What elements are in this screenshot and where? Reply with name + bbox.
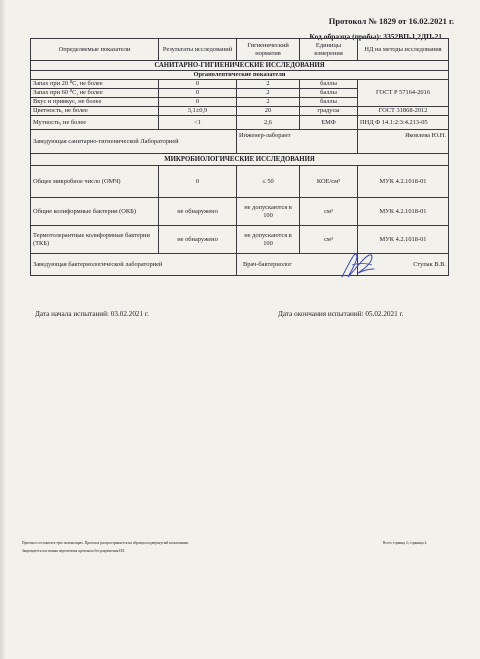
sample-code: Код образца (пробы): 3352ВП-1,2ДП-21 bbox=[309, 32, 442, 41]
result-value: <1 bbox=[159, 116, 237, 130]
unit-value: см³ bbox=[300, 198, 358, 226]
table-row bbox=[31, 226, 449, 254]
col-method: НД на методы исследования bbox=[358, 39, 449, 61]
result-value: не обнаружено bbox=[159, 226, 237, 254]
signature-role: Врач-бактериолог bbox=[237, 254, 358, 276]
test-end-date: Дата окончания испытаний: 05.02.2021 г. bbox=[278, 310, 404, 318]
unit-value: см³ bbox=[300, 226, 358, 254]
indicator-name: Вкус и привкус, не более bbox=[31, 98, 159, 107]
signature-position: Заведующая санитарно-гигиенической Лабораторией bbox=[31, 130, 237, 154]
method-value: МУК 4.2.1018-01 bbox=[358, 166, 449, 198]
scan-edge-shadow bbox=[0, 0, 6, 659]
indicator-name: Запах при 20 ⁰С, не более bbox=[31, 80, 159, 89]
norm-value: ≤ 50 bbox=[237, 166, 300, 198]
norm-value: 2 bbox=[237, 89, 300, 98]
method-value: ГОСТ Р 57164-2016 bbox=[358, 80, 449, 107]
col-indicator: Определяемые показатели bbox=[31, 39, 159, 61]
signature-role: Инженер-лаборант bbox=[237, 130, 358, 154]
indicator-name: Цветность, не более bbox=[31, 107, 159, 116]
unit-value: баллы bbox=[300, 80, 358, 89]
section-title-row bbox=[31, 154, 449, 166]
protocol-title: Протокол № 1829 от 16.02.2021 г. bbox=[328, 16, 454, 26]
norm-value: 20 bbox=[237, 107, 300, 116]
col-norm: Гигиенический норматив bbox=[237, 39, 300, 61]
indicator-name: Запах при 60 ⁰С, не более bbox=[31, 89, 159, 98]
norm-value: 2 bbox=[237, 80, 300, 89]
unit-value: баллы bbox=[300, 98, 358, 107]
signature-name: Яковлева Ю.Н. bbox=[358, 130, 449, 154]
col-result: Результаты исследований bbox=[159, 39, 237, 61]
results-table bbox=[30, 38, 449, 276]
signature-position: Заведующая бактериологической лабораторией bbox=[31, 254, 237, 276]
method-value: ПНД Ф 14.1:2:3:4.213-05 bbox=[358, 116, 449, 130]
footer-note-2: Запрещается частичная перепечатка протокола без разрешения ИЛ. bbox=[22, 549, 126, 553]
footer-note-1: Протокол составлен в трех экземплярах. Протокол распространяется на образцы подвергнутый испытаниям. bbox=[22, 541, 189, 545]
result-value: 0 bbox=[159, 166, 237, 198]
result-value: не обнаружено bbox=[159, 198, 237, 226]
section1-title: САНИТАРНО-ГИГИЕНИЧЕСКИЕ ИССЛЕДОВАНИЯ bbox=[31, 61, 449, 71]
table-row bbox=[31, 116, 449, 130]
norm-value: не допускаются в 100 bbox=[237, 226, 300, 254]
unit-value: баллы bbox=[300, 89, 358, 98]
handwritten-signature bbox=[338, 251, 378, 281]
table-row bbox=[31, 166, 449, 198]
method-value: МУК 4.2.1018-01 bbox=[358, 198, 449, 226]
signature-row bbox=[31, 254, 449, 276]
method-value: МУК 4.2.1018-01 bbox=[358, 226, 449, 254]
indicator-name: Мутность, не более bbox=[31, 116, 159, 130]
section1-subtitle: Органолептические показатели bbox=[31, 71, 449, 80]
result-value: 0 bbox=[159, 80, 237, 89]
table-row bbox=[31, 107, 449, 116]
method-value: ГОСТ 31868-2012 bbox=[358, 107, 449, 116]
result-value: 0 bbox=[159, 89, 237, 98]
section-subtitle-row bbox=[31, 71, 449, 80]
indicator-name: Термотолерантные колиформные бактерии (ТКБ) bbox=[31, 226, 159, 254]
indicator-name: Общие колиформные бактерии (ОКБ) bbox=[31, 198, 159, 226]
unit-value: КОЕ/см³ bbox=[300, 166, 358, 198]
norm-value: 2 bbox=[237, 98, 300, 107]
footer-page-count: Всего страниц 2; страница 2. bbox=[383, 541, 428, 545]
col-unit: Единицы измерения bbox=[300, 39, 358, 61]
indicator-name: Общее микробное число (ОМЧ) bbox=[31, 166, 159, 198]
test-start-date: Дата начала испытаний: 03.02.2021 г. bbox=[35, 310, 149, 318]
signature-name: Ступак В.В. bbox=[358, 254, 449, 276]
unit-value: градусы bbox=[300, 107, 358, 116]
unit-value: ЕМФ bbox=[300, 116, 358, 130]
table-row bbox=[31, 80, 449, 89]
norm-value: 2,6 bbox=[237, 116, 300, 130]
section2-title: МИКРОБИОЛОГИЧЕСКИЕ ИССЛЕДОВАНИЯ bbox=[31, 154, 449, 166]
norm-value: не допускаются в 100 bbox=[237, 198, 300, 226]
table-row bbox=[31, 198, 449, 226]
table-header-row bbox=[31, 39, 449, 61]
section-title-row bbox=[31, 61, 449, 71]
signature-row bbox=[31, 130, 449, 154]
result-value: 3,1±0,9 bbox=[159, 107, 237, 116]
result-value: 0 bbox=[159, 98, 237, 107]
